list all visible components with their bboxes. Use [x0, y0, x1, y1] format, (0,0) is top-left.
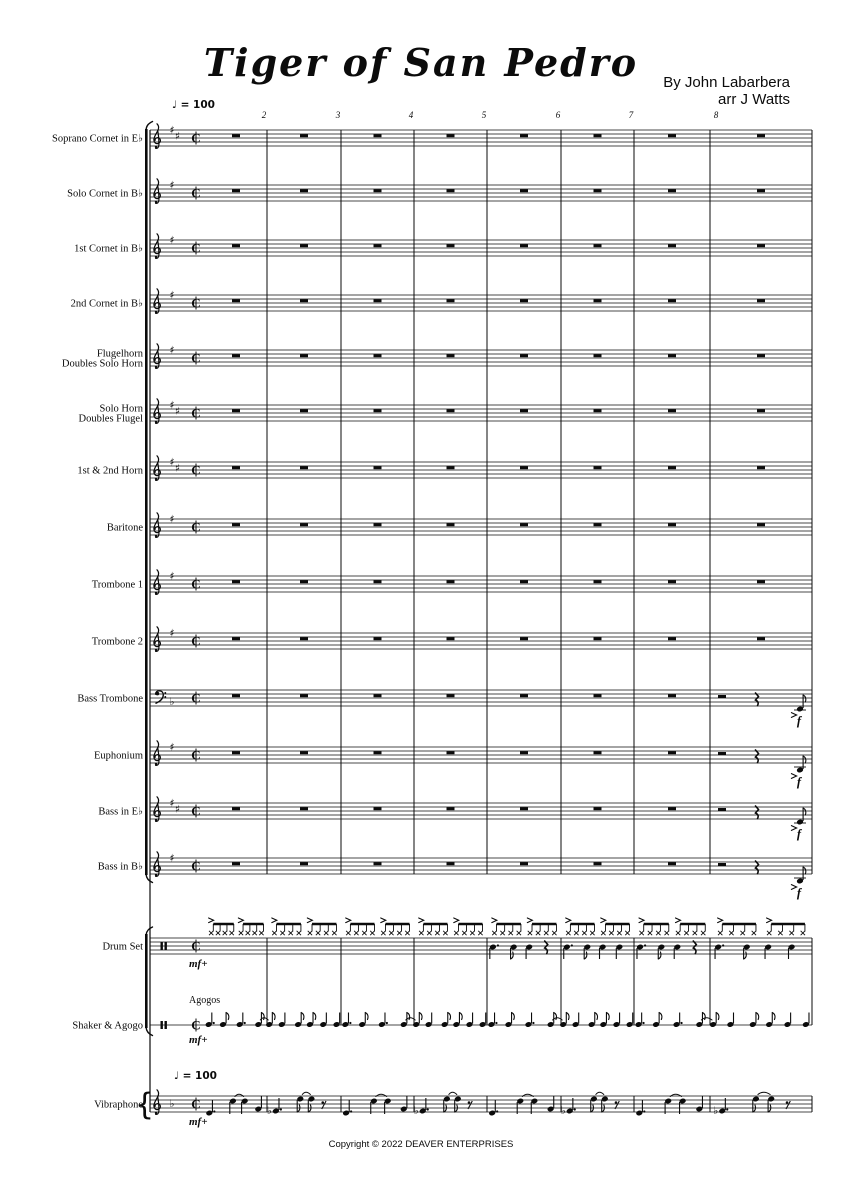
key-signature: [169, 180, 174, 192]
key-signature: [169, 290, 174, 302]
key-signature: [170, 696, 175, 708]
stave-trombone-2: [92, 627, 812, 652]
svg-text:♯: ♯: [174, 130, 181, 143]
key-signature: [169, 742, 174, 754]
treble-clef-icon: [154, 179, 161, 204]
treble-clef-icon: [154, 570, 161, 595]
svg-text:♯: ♯: [169, 124, 175, 137]
cut-time-signature-icon: [191, 406, 200, 421]
treble-clef-icon: [154, 399, 161, 424]
percussion-bracket: [145, 927, 153, 1036]
stave-trombone-1: [92, 570, 812, 595]
tempo-marking-top: ♩ = 100: [172, 99, 215, 111]
stave-flugelhorn: [62, 344, 812, 370]
key-signature: [169, 514, 174, 526]
cut-time-signature-icon: [191, 577, 200, 592]
stave-label-bass-trombone: Bass Trombone: [77, 693, 143, 705]
stave-second-cornet-bb: [71, 289, 812, 314]
svg-text:C: C: [191, 185, 201, 201]
key-signature: [169, 798, 180, 816]
svg-text:C: C: [191, 295, 201, 311]
cut-time-signature-icon: [191, 131, 200, 146]
stave-baritone: [107, 513, 812, 538]
svg-text:♭: ♭: [560, 1105, 566, 1117]
cut-time-signature-icon: [191, 748, 200, 763]
svg-text:C: C: [191, 350, 201, 366]
svg-text:C: C: [191, 240, 201, 256]
stave-label-shaker-agogo: Shaker & Agogo: [72, 1020, 143, 1032]
measure-number-2: 2: [261, 110, 267, 120]
hit-dynamic-bass-trombone: f: [796, 714, 802, 728]
cut-time-signature-icon: [191, 634, 200, 649]
svg-text:♯: ♯: [169, 570, 175, 583]
stave-label-bass-eb: Bass in E♭: [98, 806, 143, 818]
svg-text:C: C: [191, 690, 201, 706]
treble-clef-icon: [154, 513, 161, 538]
stave-label-drum-set: Drum Set: [102, 941, 143, 953]
svg-text:♯: ♯: [169, 797, 175, 810]
composer-credit: By John Labarbera: [663, 74, 790, 91]
cut-time-signature-icon: [191, 520, 200, 535]
svg-text:C: C: [191, 747, 201, 763]
key-signature: [169, 571, 174, 583]
cut-time-signature-icon: [191, 691, 200, 706]
svg-text:♯: ♯: [174, 405, 181, 418]
vibraphone-brace-icon: {: [135, 1087, 155, 1123]
svg-text:C: C: [191, 803, 201, 819]
agogos-label: Agogos: [189, 995, 221, 1006]
bass-clef-icon: [156, 691, 167, 703]
stave-solo-cornet-bb: [67, 179, 812, 204]
dynamic-vibraphone: mf+: [189, 1116, 208, 1128]
stave-label-solo-cornet-bb: Solo Cornet in B♭: [67, 188, 143, 200]
stave-label-bass-bb: Bass in B♭: [97, 861, 143, 873]
stave-bass-trombone: [77, 690, 812, 728]
treble-clef-icon: [154, 1090, 161, 1115]
treble-clef-icon: [154, 124, 161, 149]
svg-text:C: C: [191, 1096, 201, 1112]
tempo-marking-vibraphone: ♩ = 100: [174, 1070, 217, 1082]
stave-shaker-agogo: [72, 995, 812, 1046]
cut-time-signature-icon: [191, 241, 200, 256]
measure-number-8: 8: [713, 110, 719, 120]
cut-time-signature-icon: [191, 1018, 200, 1033]
brass-bracket: [145, 122, 153, 883]
treble-clef-icon: [154, 797, 161, 822]
svg-text:♯: ♯: [169, 513, 175, 526]
stave-drum-set: [102, 918, 812, 970]
dynamic-shaker-agogo: mf+: [189, 1034, 208, 1046]
cut-time-signature-icon: [191, 351, 200, 366]
stave-label-flugelhorn: Flugelhorn: [96, 348, 143, 360]
measure-number-3: 3: [335, 110, 341, 120]
measure-number-6: 6: [555, 110, 561, 120]
stave-sublabel-solo-horn: Doubles Flugel: [78, 413, 143, 425]
stave-label-trombone-1: Trombone 1: [91, 579, 143, 591]
stave-label-trombone-2: Trombone 2: [91, 636, 143, 648]
stave-label-vibraphone: Vibraphone: [94, 1099, 143, 1111]
key-signature: [169, 457, 180, 475]
svg-text:♭: ♭: [713, 1105, 719, 1117]
stave-label-euphonium: Euphonium: [94, 750, 143, 762]
svg-text:C: C: [191, 633, 201, 649]
stave-vibraphone: [94, 1088, 812, 1129]
measure-number-4: 4: [408, 110, 414, 120]
svg-text:C: C: [191, 938, 201, 954]
stave-label-first-second-horn: 1st & 2nd Horn: [77, 465, 143, 477]
svg-text:C: C: [191, 519, 201, 535]
stave-bass-bb: [98, 852, 812, 900]
stave-first-second-horn: [77, 456, 812, 481]
stave-label-baritone: Baritone: [106, 522, 143, 534]
svg-text:♭: ♭: [413, 1105, 419, 1117]
hit-dynamic-bass-eb: f: [796, 827, 802, 841]
treble-clef-icon: [154, 627, 161, 652]
cut-time-signature-icon: [191, 804, 200, 819]
stave-soprano-cornet-eb: [52, 124, 812, 149]
barlines: [267, 130, 812, 1112]
dynamic-drum-set: mf+: [189, 958, 208, 970]
measure-number-5: 5: [481, 110, 487, 120]
svg-text:♯: ♯: [169, 741, 175, 754]
svg-text:C: C: [191, 130, 201, 146]
cut-time-signature-icon: [191, 296, 200, 311]
svg-text:♭: ♭: [169, 1098, 175, 1110]
svg-text:♯: ♯: [169, 179, 175, 192]
stave-sublabel-flugelhorn: Doubles Solo Horn: [61, 358, 143, 370]
stave-solo-horn: [79, 399, 812, 425]
svg-text:♯: ♯: [169, 456, 175, 469]
stave-label-solo-horn: Solo Horn: [99, 403, 143, 415]
svg-text:♭: ♭: [266, 1105, 272, 1117]
svg-text:C: C: [191, 405, 201, 421]
stave-first-cornet-bb: [74, 234, 812, 259]
treble-clef-icon: [154, 852, 161, 877]
cut-time-signature-icon: [191, 463, 200, 478]
copyright-text: Copyright © 2022 DEAVER ENTERPRISES: [328, 1139, 514, 1150]
treble-clef-icon: [154, 741, 161, 766]
svg-text:♯: ♯: [174, 462, 181, 475]
svg-text:C: C: [191, 462, 201, 478]
key-signature: [169, 235, 174, 247]
svg-text:♯: ♯: [169, 234, 175, 247]
key-signature: [169, 400, 180, 418]
hit-dynamic-euphonium: f: [796, 775, 802, 789]
svg-text:♯: ♯: [169, 289, 175, 302]
key-signature: [169, 628, 174, 640]
svg-text:C: C: [191, 1017, 201, 1033]
stave-bass-eb: [98, 797, 812, 841]
cut-time-signature-icon: [191, 859, 200, 874]
stave-label-first-cornet-bb: 1st Cornet in B♭: [74, 243, 143, 255]
stave-label-soprano-cornet-eb: Soprano Cornet in E♭: [52, 133, 143, 145]
key-signature: [169, 125, 180, 143]
treble-clef-icon: [154, 456, 161, 481]
treble-clef-icon: [154, 344, 161, 369]
svg-text:♯: ♯: [169, 399, 175, 412]
arranger-credit: arr J Watts: [718, 91, 790, 108]
svg-text:♯: ♯: [174, 803, 181, 816]
measure-number-7: 7: [628, 110, 634, 120]
stave-euphonium: [94, 741, 812, 789]
key-signature: [169, 853, 174, 865]
cut-time-signature-icon: [191, 1097, 200, 1112]
svg-text:C: C: [191, 576, 201, 592]
svg-text:♯: ♯: [169, 627, 175, 640]
svg-text:♯: ♯: [169, 344, 175, 357]
svg-text:C: C: [191, 858, 201, 874]
cut-time-signature-icon: [191, 186, 200, 201]
score-title: Tiger of San Pedro: [203, 40, 639, 85]
treble-clef-icon: [154, 234, 161, 259]
key-signature: [170, 1098, 175, 1110]
key-signature: [169, 345, 174, 357]
svg-text:♯: ♯: [169, 852, 175, 865]
stave-label-second-cornet-bb: 2nd Cornet in B♭: [70, 298, 143, 310]
svg-text:♭: ♭: [169, 696, 175, 708]
cut-time-signature-icon: [191, 939, 200, 954]
hit-dynamic-bass-bb: f: [796, 886, 802, 900]
treble-clef-icon: [154, 289, 161, 314]
